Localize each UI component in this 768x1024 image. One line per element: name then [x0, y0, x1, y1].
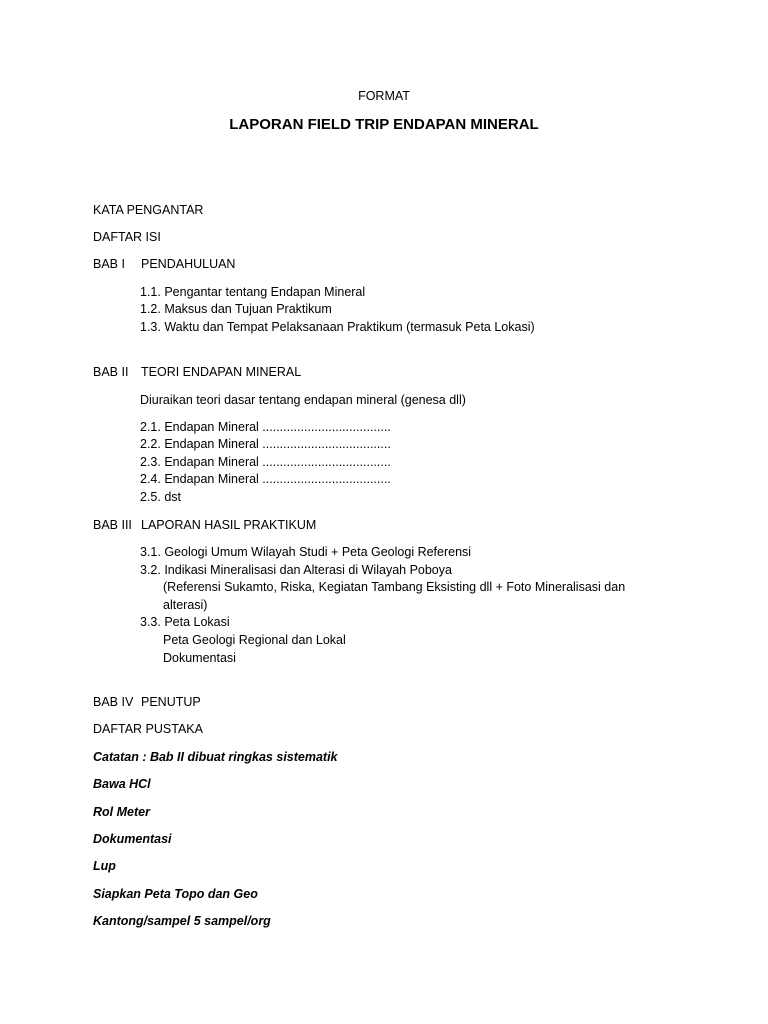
bab3-item-3: 3.3. Peta Lokasi: [140, 615, 230, 629]
daftar-pustaka-heading: DAFTAR PUSTAKA: [93, 722, 203, 736]
note-dokumentasi: Dokumentasi: [93, 832, 172, 846]
bab2-heading: [93, 364, 301, 380]
daftar-isi-heading: DAFTAR ISI: [93, 230, 161, 244]
bab2-number: BAB II: [93, 365, 129, 379]
bab3-item-2-sub-2: alterasi): [163, 598, 208, 612]
bab2-item-3: 2.3. Endapan Mineral .....................................: [140, 455, 391, 469]
kata-pengantar-heading: KATA PENGANTAR: [93, 203, 204, 217]
format-label: FORMAT: [358, 89, 410, 103]
note-bawa-hcl: Bawa HCl: [93, 777, 151, 791]
bab4-heading: [93, 694, 201, 710]
bab2-item-1: 2.1. Endapan Mineral .....................................: [140, 420, 391, 434]
document-title: LAPORAN FIELD TRIP ENDAPAN MINERAL: [229, 116, 539, 133]
note-rol-meter: Rol Meter: [93, 805, 150, 819]
bab2-item-4: 2.4. Endapan Mineral .....................................: [140, 472, 391, 486]
bab3-item-3-sub-1: Peta Geologi Regional dan Lokal: [163, 633, 346, 647]
bab1-item-1: 1.1. Pengantar tentang Endapan Mineral: [140, 285, 366, 299]
note-catatan: Catatan : Bab II dibuat ringkas sistematik: [93, 750, 338, 764]
bab1-number: BAB I: [93, 257, 125, 271]
bab2-intro: Diuraikan teori dasar tentang endapan mineral (genesa dll): [140, 393, 466, 407]
bab2-item-5: 2.5. dst: [140, 490, 181, 504]
bab1-item-3: 1.3. Waktu dan Tempat Pelaksanaan Praktikum (termasuk Peta Lokasi): [140, 320, 535, 334]
bab3-number: BAB III: [93, 518, 132, 532]
bab2-title: TEORI ENDAPAN MINERAL: [141, 365, 302, 379]
bab1-title: PENDAHULUAN: [141, 257, 236, 271]
bab1-heading: [93, 256, 235, 272]
note-lup: Lup: [93, 859, 116, 873]
bab1-item-2: 1.2. Maksus dan Tujuan Praktikum: [140, 302, 332, 316]
bab3-item-3-sub-2: Dokumentasi: [163, 651, 236, 665]
bab3-item-2: 3.2. Indikasi Mineralisasi dan Alterasi di Wilayah Poboya: [140, 563, 452, 577]
note-kantong: Kantong/sampel 5 sampel/org: [93, 914, 271, 928]
bab4-number: BAB IV: [93, 695, 134, 709]
bab3-title: LAPORAN HASIL PRAKTIKUM: [141, 518, 317, 532]
bab3-item-2-sub-1: (Referensi Sukamto, Riska, Kegiatan Tambang Eksisting dll + Foto Mineralisasi dan: [163, 580, 626, 594]
bab4-title: PENUTUP: [141, 695, 201, 709]
bab3-item-1: 3.1. Geologi Umum Wilayah Studi + Peta Geologi Referensi: [140, 545, 472, 559]
bab3-heading: [93, 517, 316, 533]
bab2-item-2: 2.2. Endapan Mineral .....................................: [140, 437, 391, 451]
note-peta: Siapkan Peta Topo dan Geo: [93, 887, 258, 901]
